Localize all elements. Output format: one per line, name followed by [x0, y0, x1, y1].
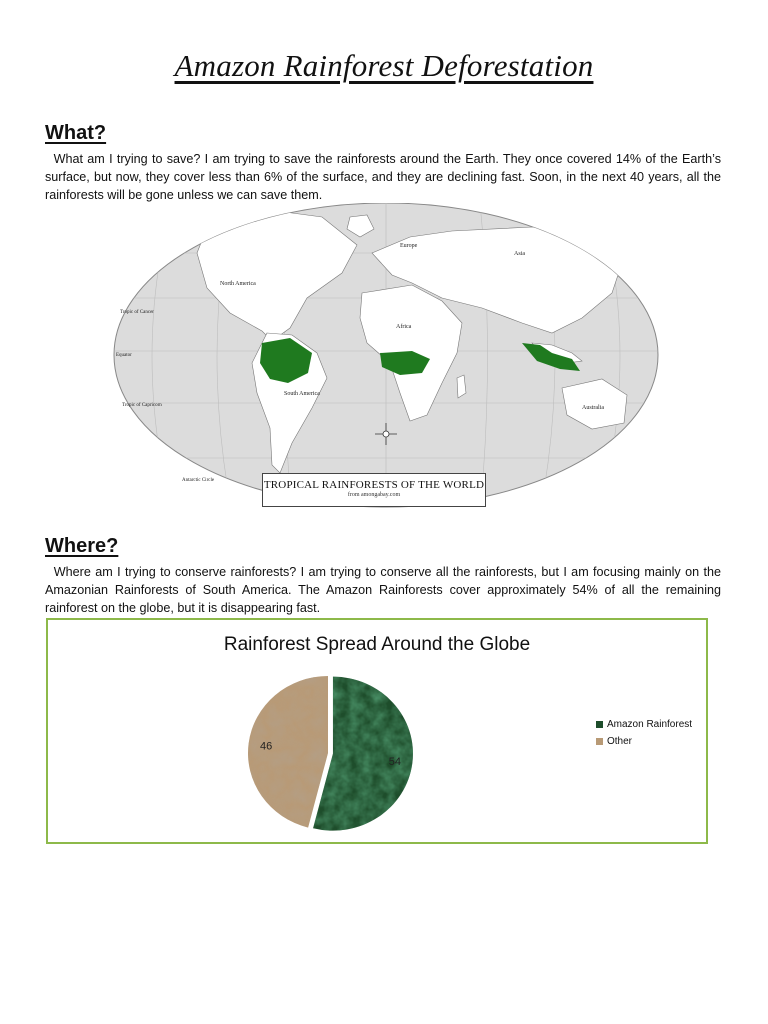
section-text-where: Where am I trying to conserve rainforests? I am trying to conserve all the rainforests, but I am focusing mainly on the Amazonian Rainforests of South America. The Amazon Rainforests cover approximately 54% of all the remaining rainforest on the globe, but it is disappearing fast. [45, 565, 721, 615]
label-asia: Asia [514, 251, 525, 257]
legend-label-amazon: Amazon Rainforest [607, 719, 693, 730]
label-tropic-cancer: Tropic of Cancer [120, 310, 154, 315]
pie-slice-amazon-texture [313, 677, 413, 831]
legend-item [596, 733, 692, 750]
label-europe: Europe [400, 243, 418, 249]
legend-swatch-other [596, 738, 603, 745]
section-text-what: What am I trying to save? I am trying to save the rainforests around the Earth. They once covered 14% of the Earth’s surface, but now, they cover less than 6% of the surface, and they are declining fast. Soon, in the next 40 years, all the rainforests will be gone unless we can save them. [45, 152, 721, 202]
legend-item [596, 716, 692, 733]
legend-swatch-amazon [596, 721, 603, 728]
pie-chart [228, 668, 428, 838]
map-caption-box [262, 473, 486, 507]
chart-title: Rainforest Spread Around the Globe [223, 634, 531, 655]
label-south-america: South America [284, 391, 320, 397]
map-source: from amongabay.com [347, 492, 401, 498]
legend-label-other: Other [607, 736, 633, 747]
label-africa: Africa [396, 324, 412, 330]
label-tropic-capricorn: Tropic of Capricorn [122, 403, 162, 408]
pie-data-label: 54 [388, 756, 401, 769]
map-caption: TROPICAL RAINFORESTS OF THE WORLD [263, 479, 485, 491]
label-north-america: North America [220, 281, 256, 287]
label-australia: Australia [582, 405, 604, 411]
section-heading-where: Where? [45, 535, 119, 557]
label-equator: Equator [116, 353, 132, 358]
section-heading-what: What? [45, 122, 107, 144]
world-rainforest-map [112, 203, 660, 513]
pie-data-label: 46 [259, 740, 273, 753]
chart-legend [596, 716, 692, 750]
pie-chart-container [46, 618, 708, 844]
new-zealand-shape [630, 429, 640, 447]
page-title: Amazon Rainforest Deforestation [174, 48, 594, 83]
label-antarctic-circle: Antarctic Circle [182, 478, 215, 483]
